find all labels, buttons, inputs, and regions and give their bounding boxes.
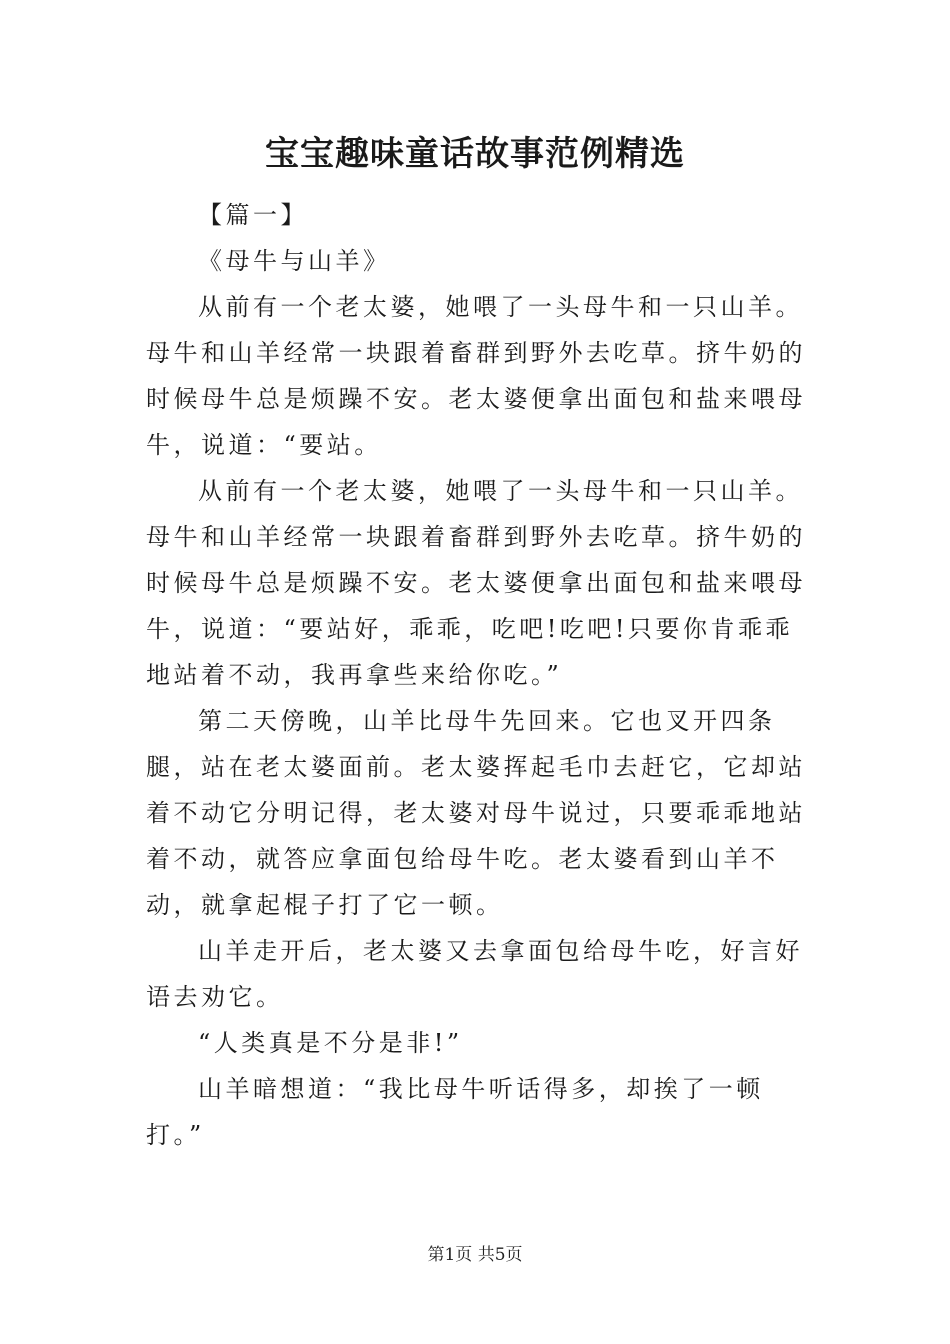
paragraph: 从前有一个老太婆，她喂了一头母牛和一只山羊。母牛和山羊经常一块跟着畜群到野外去吃草。挤牛奶的时候母牛总是烦躁不安。老太婆便拿出面包和盐来喂母牛，说道：“要站好，乖乖，吃吧!吃吧!只要你肯乖乖地站着不动，我再拿些来给你吃。” xyxy=(146,477,806,689)
page-footer: 第1页 共5页 xyxy=(427,1245,523,1265)
paragraph: 山羊暗想道：“我比母牛听话得多，却挨了一顿打。” xyxy=(146,1075,764,1149)
document-body xyxy=(146,192,806,1158)
document-title: 宝宝趣味童话故事范例精选 xyxy=(265,134,685,174)
story-title: 《母牛与山羊》 xyxy=(198,247,391,275)
paragraph: “人类真是不分是非!” xyxy=(198,1029,463,1057)
section-label: 【篇一】 xyxy=(198,201,308,229)
paragraph: 第二天傍晚，山羊比母牛先回来。它也叉开四条腿，站在老太婆面前。老太婆挥起毛巾去赶它，它却站着不动它分明记得，老太婆对母牛说过，只要乖乖地站着不动，就答应拿面包给母牛吃。老太婆看到山羊不动，就拿起棍子打了它一顿。 xyxy=(146,707,806,919)
paragraph: 山羊走开后，老太婆又去拿面包给母牛吃，好言好语去劝它。 xyxy=(146,937,803,1011)
paragraph: 从前有一个老太婆，她喂了一头母牛和一只山羊。母牛和山羊经常一块跟着畜群到野外去吃草。挤牛奶的时候母牛总是烦躁不安。老太婆便拿出面包和盐来喂母牛，说道：“要站。 xyxy=(146,293,806,459)
